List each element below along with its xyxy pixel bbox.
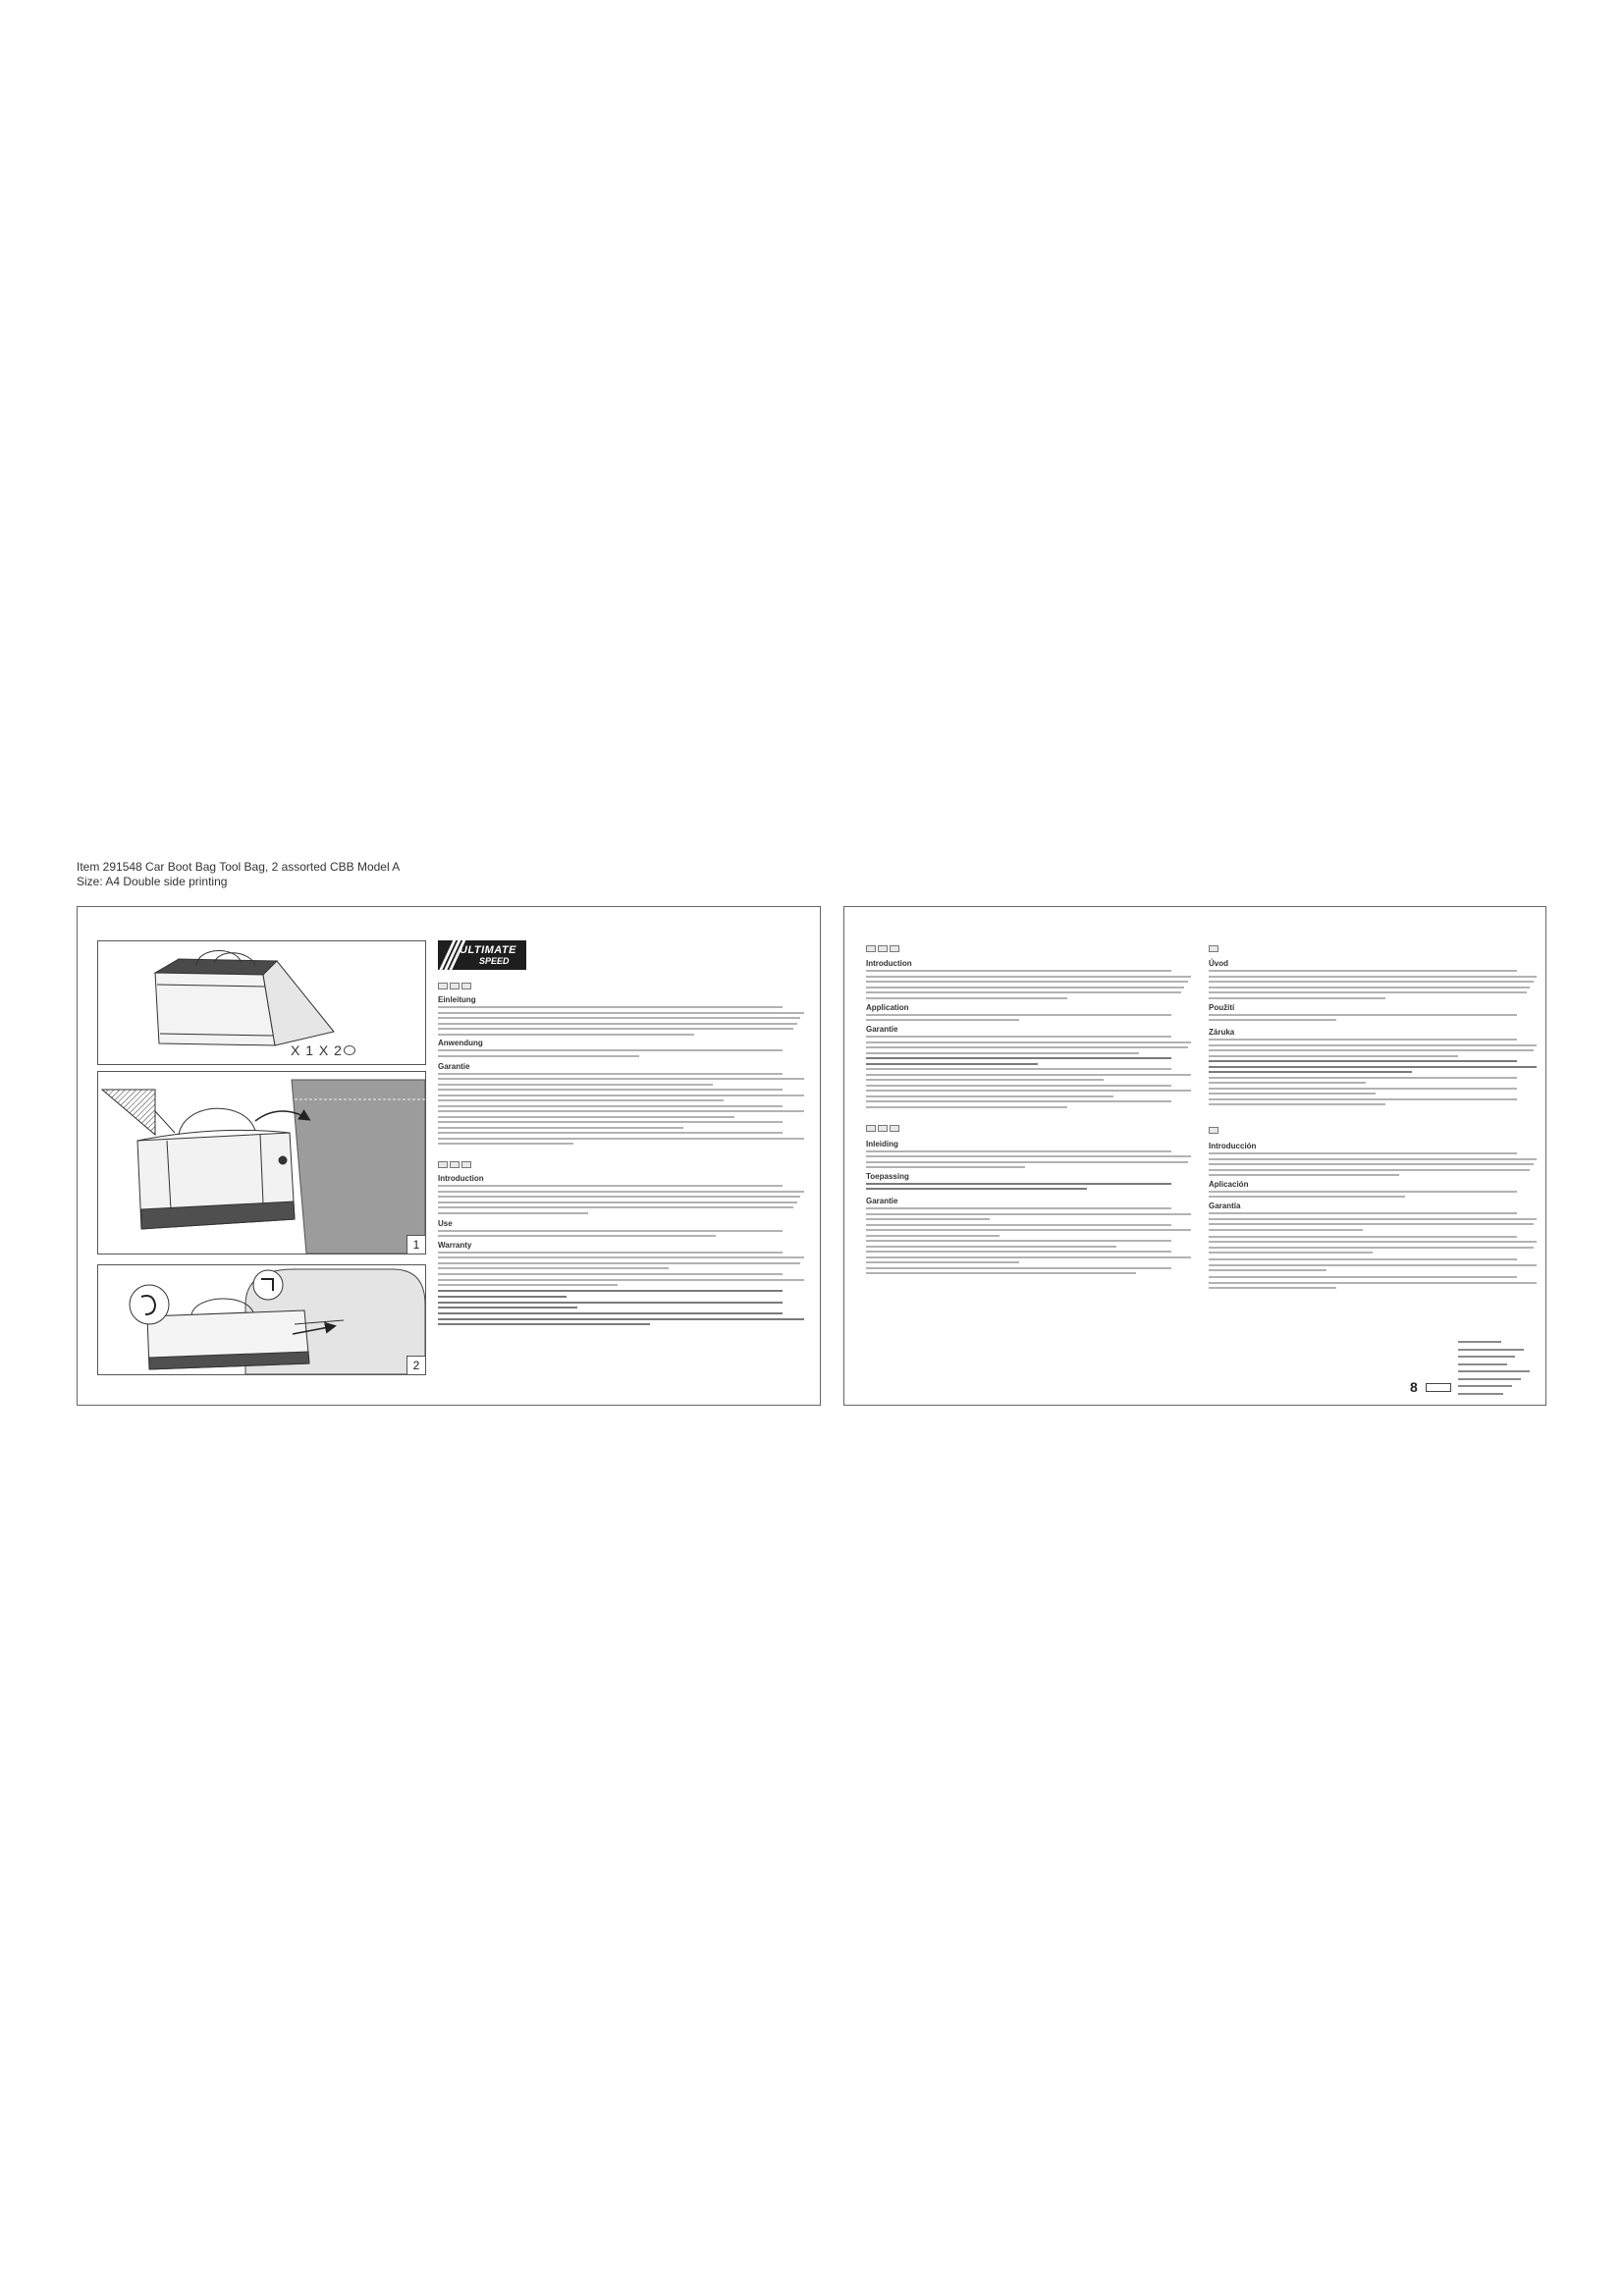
zoom-detail	[102, 1090, 155, 1135]
text-line	[1209, 976, 1537, 978]
text-line	[1209, 1093, 1376, 1095]
text-line	[438, 1006, 783, 1008]
figure-panel-1	[97, 1071, 426, 1255]
flag-icon	[450, 1161, 460, 1168]
text-line	[866, 1155, 1191, 1157]
section-heading: Anwendung	[438, 1039, 483, 1047]
body-text	[866, 1267, 1191, 1275]
zoom-circle	[130, 1285, 169, 1324]
text-line	[438, 1235, 716, 1237]
text-line	[438, 1201, 797, 1203]
text-line	[866, 1267, 1171, 1269]
flag-icon	[461, 1161, 471, 1168]
text-line	[866, 1057, 1171, 1059]
body-text	[866, 1224, 1191, 1237]
body-text	[866, 1014, 1191, 1022]
text-line	[438, 1034, 694, 1036]
text-line	[438, 1099, 724, 1101]
text-line	[1209, 1252, 1373, 1254]
zoom-leader	[155, 1111, 175, 1133]
text-line	[866, 1261, 1019, 1263]
print-spec-size: Size: A4 Double side printing	[77, 875, 228, 888]
text-line	[1209, 1014, 1517, 1016]
text-line	[1209, 997, 1385, 999]
section-heading: Introduction	[438, 1174, 484, 1183]
text-line	[438, 1206, 793, 1208]
text-line	[866, 1218, 990, 1220]
language-flags	[438, 1161, 804, 1169]
body-text	[1209, 1060, 1537, 1073]
text-line	[866, 1235, 1000, 1237]
text-line	[1209, 1247, 1534, 1249]
text-line	[1209, 1158, 1537, 1160]
flag-icon	[1209, 1127, 1218, 1134]
text-line	[438, 1132, 783, 1134]
text-line	[1209, 1039, 1517, 1041]
text-line	[866, 1256, 1191, 1258]
text-line	[1209, 1196, 1405, 1198]
text-line	[866, 987, 1184, 988]
text-line	[1209, 987, 1530, 988]
text-line	[866, 1036, 1171, 1038]
section-heading: Garantie	[866, 1197, 898, 1205]
text-line	[1209, 1264, 1537, 1266]
body-text	[1209, 1088, 1537, 1095]
text-line	[438, 1230, 783, 1232]
text-line	[438, 1296, 567, 1298]
text-line	[1209, 1077, 1517, 1079]
section-heading: Garantie	[866, 1025, 898, 1034]
text-line	[866, 1074, 1191, 1076]
text-line	[438, 1307, 577, 1308]
text-line	[1458, 1356, 1515, 1358]
zoom-circle	[253, 1270, 283, 1300]
text-line	[1458, 1341, 1501, 1343]
language-flags	[866, 1125, 1191, 1133]
body-text	[866, 1150, 1191, 1169]
text-line	[1209, 1152, 1517, 1154]
text-line	[866, 1019, 1019, 1021]
text-line	[438, 1185, 783, 1187]
text-line	[438, 1095, 804, 1096]
text-line	[1209, 1088, 1517, 1090]
text-line	[866, 1063, 1038, 1065]
text-line	[866, 997, 1067, 999]
figure-number: 2	[406, 1356, 425, 1374]
flag-icon	[438, 1161, 448, 1168]
text-line	[1209, 1103, 1385, 1105]
flag-icon	[890, 945, 899, 952]
body-text	[438, 1006, 804, 1036]
flag-icon	[878, 1125, 888, 1132]
body-text	[438, 1089, 804, 1101]
text-line	[438, 1256, 804, 1258]
text-line	[438, 1262, 800, 1264]
text-line	[438, 1105, 783, 1107]
body-text	[1209, 1077, 1537, 1085]
text-line	[866, 1106, 1067, 1108]
text-line	[1209, 1055, 1458, 1057]
text-line	[866, 1161, 1188, 1163]
text-line	[438, 1138, 804, 1140]
section-heading: Introduction	[866, 959, 912, 968]
text-line	[1209, 1258, 1517, 1260]
section-heading: Úvod	[1209, 959, 1228, 968]
text-line	[1209, 1212, 1517, 1214]
text-line	[438, 1143, 573, 1145]
text-column	[866, 945, 1191, 1278]
text-line	[866, 970, 1171, 972]
section-heading: Aplicación	[1209, 1179, 1249, 1189]
section-heading: Garantie	[438, 1061, 470, 1071]
text-line	[1209, 1223, 1534, 1225]
text-column	[438, 940, 804, 1329]
flag-icon	[438, 983, 448, 989]
text-line	[866, 1079, 1104, 1081]
text-line	[1209, 1060, 1517, 1062]
text-line	[438, 1196, 800, 1198]
text-line	[438, 1121, 783, 1123]
language-flags	[866, 945, 1191, 953]
text-line	[438, 1049, 783, 1051]
body-text	[438, 1290, 804, 1298]
text-line	[1458, 1349, 1524, 1351]
text-line	[438, 1312, 783, 1314]
body-text	[438, 1273, 804, 1286]
flag-icon	[1209, 945, 1218, 952]
text-line	[438, 1110, 804, 1112]
body-text	[866, 970, 1191, 999]
language-flags	[438, 983, 804, 990]
text-line	[1209, 1191, 1517, 1193]
text-line	[866, 1014, 1171, 1016]
text-line	[1458, 1393, 1503, 1395]
section-heading: Záruka	[1209, 1028, 1235, 1037]
body-text	[1209, 1152, 1537, 1176]
text-line	[866, 1240, 1171, 1242]
body-text	[438, 1105, 804, 1118]
body-text	[866, 1085, 1191, 1097]
page-marker-icon	[1426, 1383, 1451, 1392]
text-line	[1209, 1098, 1517, 1100]
body-text	[866, 1240, 1191, 1248]
text-line	[866, 1166, 1025, 1168]
text-line	[866, 1188, 1087, 1190]
language-flags	[1209, 945, 1537, 953]
text-line	[1209, 1241, 1537, 1243]
text-line	[438, 1089, 783, 1091]
text-line	[438, 1267, 669, 1269]
body-text	[438, 1073, 804, 1086]
text-column	[1209, 945, 1537, 1293]
brand-logo	[438, 940, 526, 970]
page-number: 8	[1410, 1379, 1418, 1395]
text-line	[1458, 1385, 1512, 1387]
text-line	[438, 1212, 588, 1214]
text-line	[1209, 1044, 1537, 1046]
body-text	[438, 1049, 804, 1057]
bag-buckle	[279, 1156, 287, 1164]
text-line	[438, 1116, 734, 1118]
body-text	[866, 1068, 1191, 1081]
text-line	[1209, 1066, 1537, 1068]
text-line	[438, 1023, 797, 1025]
text-line	[1209, 970, 1517, 972]
print-spec-title: Item 291548 Car Boot Bag Tool Bag, 2 assorted CBB Model A	[77, 860, 401, 874]
body-text	[866, 1100, 1191, 1108]
text-line	[866, 1183, 1171, 1185]
language-flags	[1209, 1127, 1537, 1135]
text-line	[438, 1290, 783, 1292]
text-line	[438, 1073, 783, 1075]
section-heading: Použití	[1209, 1002, 1235, 1012]
text-line	[1209, 1163, 1534, 1165]
text-line	[866, 976, 1191, 978]
text-line	[438, 1028, 793, 1030]
text-line	[1209, 1282, 1537, 1284]
text-line	[866, 1068, 1171, 1070]
body-text	[866, 1036, 1191, 1054]
text-line	[438, 1279, 804, 1281]
text-line	[438, 1284, 618, 1286]
text-line	[1458, 1363, 1507, 1365]
text-line	[1209, 1287, 1336, 1289]
body-text	[438, 1302, 804, 1309]
flag-icon	[450, 983, 460, 989]
text-line	[866, 1095, 1113, 1097]
text-line	[438, 1084, 713, 1086]
text-line	[866, 1100, 1171, 1102]
bag-side	[263, 961, 334, 1045]
section-heading: Warranty	[438, 1240, 472, 1250]
text-line	[438, 1078, 804, 1080]
body-text	[866, 1183, 1191, 1191]
body-text	[438, 1230, 804, 1238]
logo-text: SPEED	[479, 956, 510, 966]
body-text	[438, 1132, 804, 1145]
body-text	[1209, 1212, 1537, 1231]
section-heading: Use	[438, 1218, 453, 1228]
text-line	[438, 1191, 804, 1193]
text-line	[1209, 1174, 1399, 1176]
figure-panel-2	[97, 1264, 426, 1375]
body-text	[438, 1312, 804, 1325]
logo-text: ULTIMATE	[460, 944, 516, 956]
body-text	[866, 1251, 1191, 1263]
text-line	[1209, 1236, 1517, 1238]
body-text	[866, 1207, 1191, 1220]
body-text	[1209, 1098, 1537, 1106]
text-line	[438, 1252, 783, 1254]
flag-icon	[866, 945, 876, 952]
left-page	[77, 906, 821, 1406]
section-heading: Introducción	[1209, 1142, 1257, 1150]
section-heading: Toepassing	[866, 1171, 909, 1181]
body-text	[438, 1252, 804, 1270]
text-line	[866, 1251, 1171, 1253]
text-line	[866, 1246, 1116, 1248]
body-text	[438, 1185, 804, 1214]
body-text	[866, 1057, 1191, 1065]
figure-number: 1	[406, 1235, 425, 1254]
text-line	[438, 1012, 804, 1014]
text-line	[866, 1052, 1139, 1054]
flag-icon	[890, 1125, 899, 1132]
text-line	[438, 1127, 683, 1129]
body-text	[1209, 1014, 1537, 1022]
text-line	[1209, 981, 1534, 983]
text-line	[866, 1041, 1191, 1043]
text-line	[438, 1055, 639, 1057]
figure-panel-contents	[97, 940, 426, 1065]
flag-icon	[878, 945, 888, 952]
body-text	[1209, 1258, 1537, 1271]
bag-handle	[191, 1299, 253, 1314]
trunk-panel	[292, 1080, 425, 1254]
text-line	[866, 1272, 1136, 1274]
text-line	[866, 1207, 1171, 1209]
text-line	[1209, 1229, 1363, 1231]
section-heading: Inleiding	[866, 1139, 898, 1148]
flag-icon	[461, 983, 471, 989]
text-line	[866, 1090, 1191, 1092]
quantity-label: X 1 X 2	[291, 1042, 343, 1058]
text-line	[1209, 1276, 1517, 1278]
section-heading: Einleitung	[438, 995, 476, 1004]
text-line	[866, 1229, 1191, 1231]
body-text	[1209, 1191, 1537, 1199]
text-line	[1209, 1269, 1326, 1271]
text-line	[866, 1213, 1191, 1215]
body-text	[1209, 1236, 1537, 1255]
text-line	[1209, 1019, 1336, 1021]
text-line	[1209, 1071, 1412, 1073]
quantity-mark-icon	[344, 1045, 355, 1055]
text-line	[866, 991, 1181, 993]
fitting-illustration	[98, 1072, 425, 1254]
body-text	[438, 1121, 804, 1129]
body-text	[1209, 970, 1537, 999]
text-line	[438, 1318, 804, 1320]
flag-icon	[866, 1125, 876, 1132]
text-line	[1209, 1082, 1366, 1084]
text-line	[438, 1273, 783, 1275]
text-line	[1209, 1218, 1537, 1220]
text-line	[1209, 1169, 1530, 1171]
seat-fitting-illustration	[98, 1265, 425, 1374]
text-line	[866, 1224, 1171, 1226]
text-line	[866, 1150, 1171, 1152]
bag-top	[155, 959, 277, 975]
text-line	[1209, 991, 1527, 993]
text-line	[866, 981, 1188, 983]
body-text	[1209, 1039, 1537, 1057]
text-line	[866, 1085, 1171, 1087]
text-line	[866, 1046, 1188, 1048]
text-line	[438, 1017, 800, 1019]
importer-address-block	[1458, 1341, 1537, 1400]
text-line	[438, 1323, 650, 1325]
text-line	[438, 1302, 783, 1304]
right-page	[843, 906, 1546, 1406]
body-text	[1209, 1276, 1537, 1289]
text-line	[1209, 1049, 1534, 1051]
section-heading: Application	[866, 1002, 909, 1012]
text-line	[1458, 1378, 1521, 1380]
text-line	[1458, 1370, 1530, 1372]
bag-illustration	[98, 941, 425, 1064]
section-heading: Garantía	[1209, 1201, 1241, 1210]
